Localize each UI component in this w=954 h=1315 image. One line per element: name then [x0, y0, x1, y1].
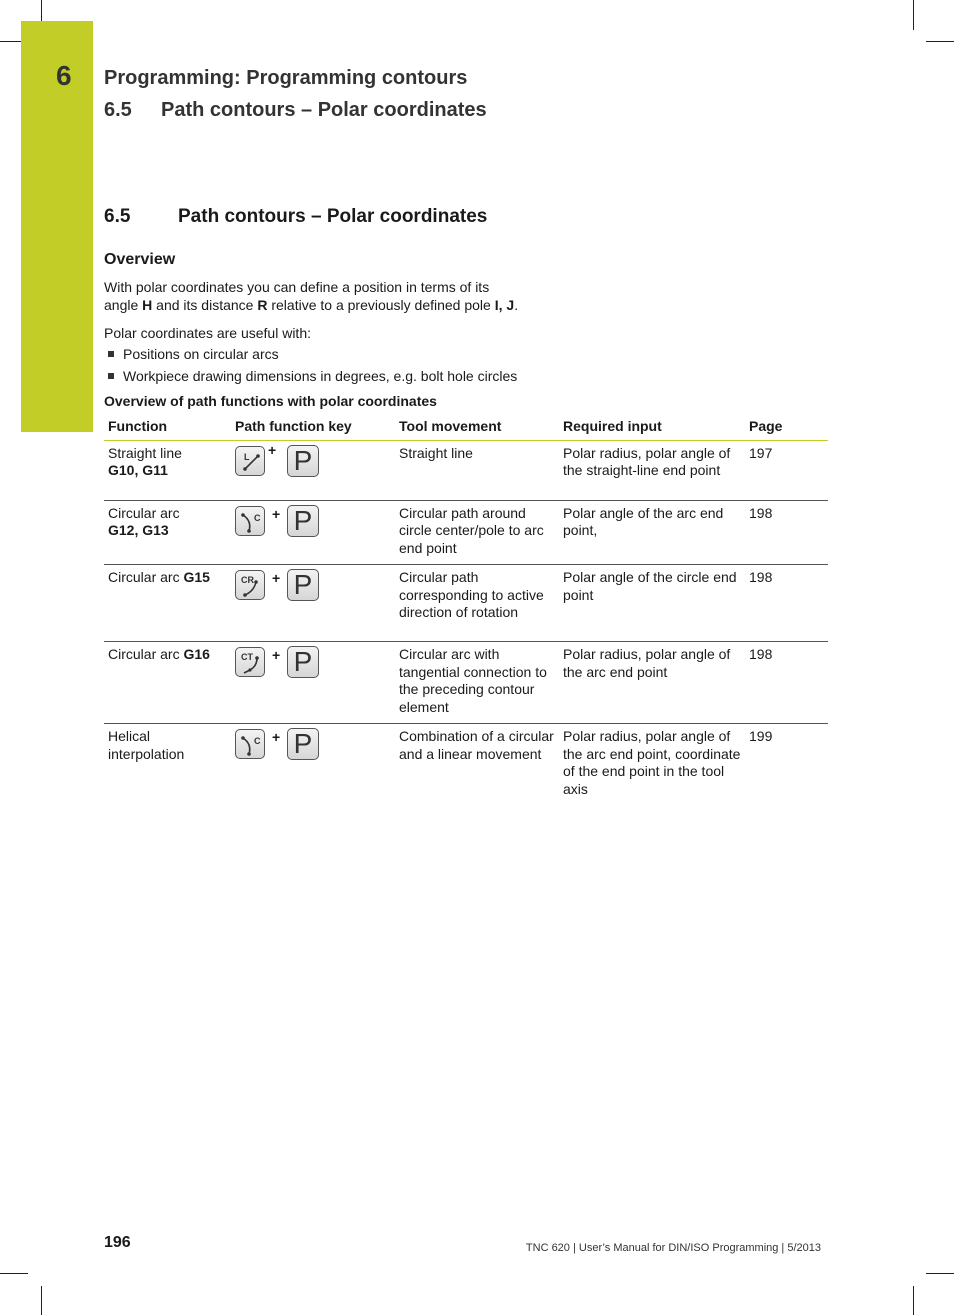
running-section-title: Path contours – Polar coordinates — [161, 99, 487, 121]
page-cell: 197 — [745, 440, 828, 500]
bullet-text: Workpiece drawing dimensions in degrees, e.g. bolt hole circles — [123, 368, 518, 384]
intro-text: relative to a previously defined pole — [267, 297, 495, 313]
page-cell: 198 — [745, 642, 828, 724]
table-row — [104, 500, 828, 565]
required-input-cell: Polar angle of the arc end point, — [559, 500, 745, 565]
key-label: L — [244, 451, 250, 462]
chapter-title: Programming: Programming contours — [104, 67, 468, 89]
polar-key: P — [287, 646, 319, 678]
crop-mark — [41, 1286, 42, 1315]
polar-key: P — [287, 728, 319, 760]
key-cell — [231, 724, 395, 806]
page-cell: 199 — [749, 728, 773, 744]
table-row — [104, 565, 828, 642]
tool-movement-cell: Circular path around circle center/pole to arc end point — [395, 500, 559, 565]
table-caption: Overview of path functions with polar coordinates — [104, 393, 437, 409]
distance-symbol: R — [257, 297, 268, 313]
section-title-text: Path contours – Polar coordinates — [178, 206, 488, 227]
required-input-cell: Polar radius, polar angle of the straight-line end point — [559, 440, 745, 500]
running-section-header — [104, 99, 487, 122]
function-code: G10, G11 — [108, 462, 168, 478]
required-input-cell: Polar radius, polar angle of the arc end point, coordinate of the end point in the tool axis — [563, 728, 741, 797]
section-title — [104, 206, 487, 228]
function-name: Circular arc — [108, 646, 184, 662]
key-combination — [235, 569, 391, 605]
page-cell: 198 — [745, 565, 828, 642]
plus-sign: + — [272, 570, 281, 586]
circle-radius-key-icon — [235, 570, 265, 600]
required-input-cell: Polar radius, polar angle of the arc end point — [559, 642, 745, 724]
bullet-marker — [108, 351, 114, 357]
function-code: G15 — [183, 569, 210, 585]
pole-symbol: I, J — [494, 297, 515, 313]
overview-heading: Overview — [104, 251, 176, 268]
tool-movement-cell: Circular arc with tangential connection to the preceding contour element — [395, 642, 559, 724]
bullet-item — [104, 345, 279, 363]
circle-tangential-key-icon — [235, 647, 265, 677]
key-combination — [235, 505, 391, 541]
key-cell — [231, 440, 395, 500]
function-code: G12, G13 — [108, 522, 169, 538]
key-label: C — [254, 736, 261, 746]
key-label: CT — [241, 652, 253, 662]
column-header: Path function key — [231, 415, 395, 440]
intro-line-1: With polar coordinates you can define a position in terms of its — [104, 279, 490, 295]
bullet-marker — [108, 373, 114, 379]
column-header: Required input — [559, 415, 745, 440]
intro-text: and its distance — [152, 297, 258, 313]
footer-text: TNC 620 | User’s Manual for DIN/ISO Programming | 5/2013 — [525, 1242, 821, 1254]
crop-mark — [913, 1286, 914, 1315]
table-header-row — [104, 415, 828, 440]
key-label: CR — [241, 575, 254, 585]
bullet-text: Positions on circular arcs — [123, 346, 279, 362]
function-name: Circular arc — [108, 569, 184, 585]
plus-sign: + — [272, 505, 281, 522]
function-cell — [104, 500, 231, 565]
circle-key-icon — [235, 506, 265, 536]
column-header: Tool movement — [395, 415, 559, 440]
chapter-number: 6 — [56, 60, 72, 91]
page-number: 196 — [104, 1234, 131, 1251]
function-code: G16 — [183, 646, 210, 662]
function-cell — [104, 642, 231, 724]
function-cell: Helical interpolation — [108, 728, 185, 762]
key-cell — [231, 642, 395, 724]
line-key-icon — [235, 446, 265, 476]
tool-movement-cell: Circular path corresponding to active direction of rotation — [395, 565, 559, 642]
angle-symbol: H — [142, 297, 153, 313]
table-row — [104, 724, 828, 806]
function-cell — [104, 565, 231, 642]
crop-mark — [41, 0, 42, 21]
key-combination — [235, 728, 391, 764]
plus-sign: + — [272, 729, 281, 745]
required-input-cell: Polar angle of the circle end point — [559, 565, 745, 642]
key-label: C — [254, 512, 261, 523]
key-combination — [235, 646, 391, 682]
running-section-number: 6.5 — [104, 99, 132, 121]
intro-paragraph — [104, 278, 564, 314]
path-functions-table — [104, 415, 828, 805]
key-cell — [231, 565, 395, 642]
key-combination — [235, 441, 391, 481]
column-header: Page — [745, 415, 828, 440]
polar-key: P — [287, 569, 319, 601]
key-cell — [231, 500, 395, 565]
bullet-item — [104, 367, 517, 385]
crop-mark — [913, 0, 914, 30]
circle-key-icon — [235, 729, 265, 759]
table-row — [104, 440, 828, 500]
function-name: Straight line — [108, 444, 182, 461]
intro-text: . — [514, 297, 519, 313]
function-name: Circular arc — [108, 504, 180, 521]
crop-mark — [926, 1273, 954, 1274]
table-row — [104, 642, 828, 724]
column-header: Function — [104, 415, 231, 440]
tool-movement-cell: Combination of a circular and a linear movement — [399, 728, 554, 762]
section-number: 6.5 — [104, 206, 131, 227]
tool-movement-cell: Straight line — [395, 440, 559, 500]
plus-sign: + — [268, 441, 277, 458]
useful-with-text: Polar coordinates are useful with: — [104, 325, 311, 341]
function-cell — [104, 440, 231, 500]
crop-mark — [0, 41, 21, 42]
intro-text: angle — [104, 297, 143, 313]
crop-mark — [926, 41, 954, 42]
polar-key: P — [287, 505, 319, 537]
page-cell: 198 — [745, 500, 828, 565]
plus-sign: + — [272, 647, 281, 663]
crop-mark — [0, 1273, 28, 1274]
polar-key: P — [287, 445, 319, 477]
